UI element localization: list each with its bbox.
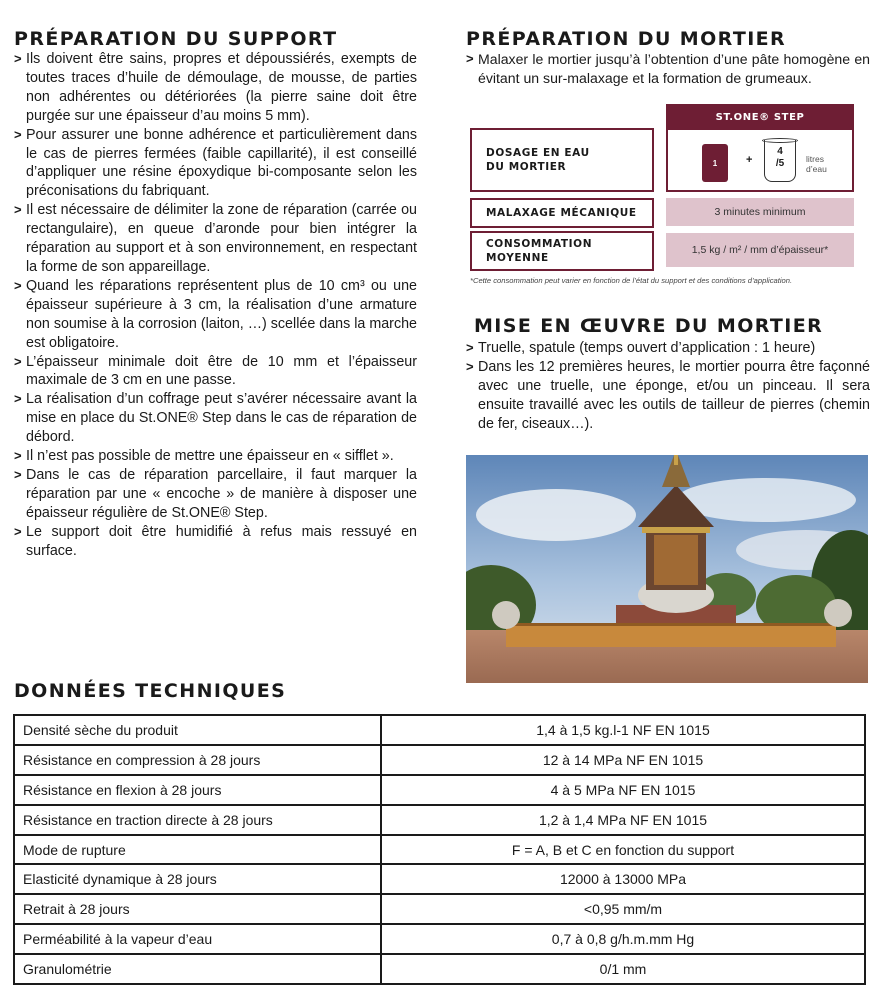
row-value: 0/1 mm <box>381 954 865 984</box>
list-item: > Dans les 12 premières heures, le mortier pourra être façonné avec une truelle, une éponge, et/ou un pinceau. Il sera ensuite travaillé avec les outils de tailleur de pierres (chemin de fer, ciseaux…). <box>466 358 870 434</box>
table-row <box>14 894 865 924</box>
mise-section <box>466 315 870 434</box>
list-item: > Quand les réparations représentent plus de 10 cm³ ou une épaisseur supérieure à 3 cm, la réalisation d’une armature non soumise à la corrosion (laiton, …) scellée dans la marche est obligatoire. <box>14 277 417 353</box>
technique-heading: DONNÉES TECHNIQUES <box>14 680 287 702</box>
monument-photo <box>466 455 868 683</box>
mortar-bag-icon: 1 <box>702 144 728 182</box>
row-label: Mode de rupture <box>14 835 381 865</box>
technique-table <box>13 714 866 985</box>
mortier-list <box>466 50 870 87</box>
row-value: 1,2 à 1,4 MPa NF EN 1015 <box>381 805 865 835</box>
list-item: > Truelle, spatule (temps ouvert d’application : 1 heure) <box>466 339 870 358</box>
row-value: 0,7 à 0,8 g/h.m.mm Hg <box>381 924 865 954</box>
list-item: > Il n’est pas possible de mettre une épaisseur en « sifflet ». <box>14 447 417 466</box>
list-item: > Le support doit être humidifié à refus mais ressuyé en surface. <box>14 523 417 561</box>
list-item: > Pour assurer une bonne adhérence et particulièrement dans le cas de pierres fermées (faible capillarité), il est conseillé d’appliquer une résine époxydique bi-composante selon les préconisations du fabriquant. <box>14 126 417 202</box>
consumption-label: CONSOMMATION MOYENNE <box>470 231 654 271</box>
row-value: F = A, B et C en fonction du support <box>381 835 865 865</box>
water-dosage-cell <box>666 130 854 192</box>
table-row <box>14 745 865 775</box>
mise-heading: MISE EN ŒUVRE DU MORTIER <box>474 315 824 337</box>
mortier-section <box>466 28 870 87</box>
water-dosage-label: DOSAGE EN EAU DU MORTIER <box>470 128 654 192</box>
plus-sign: + <box>746 154 753 166</box>
support-section <box>14 28 417 560</box>
consumption-footnote: *Cette consommation peut varier en fonction de l’état du support et des conditions d’application. <box>470 276 793 285</box>
mortier-heading: PRÉPARATION DU MORTIER <box>466 28 787 50</box>
row-value: 12000 à 13000 MPa <box>381 864 865 894</box>
row-label: Résistance en traction directe à 28 jours <box>14 805 381 835</box>
support-heading: PRÉPARATION DU SUPPORT <box>14 28 338 50</box>
product-header: ST.ONE® STEP <box>666 104 854 130</box>
row-value: 1,4 à 1,5 kg.l-1 NF EN 1015 <box>381 715 865 745</box>
row-value: 12 à 14 MPa NF EN 1015 <box>381 745 865 775</box>
row-label: Résistance en compression à 28 jours <box>14 745 381 775</box>
table-row <box>14 864 865 894</box>
litres-label: litres d’eau <box>806 154 827 174</box>
table-row <box>14 715 865 745</box>
consumption-value: 1,5 kg / m² / mm d’épaisseur* <box>666 233 854 267</box>
row-label: Perméabilité à la vapeur d’eau <box>14 924 381 954</box>
mixing-value: 3 minutes minimum <box>666 198 854 226</box>
monument-photo-icon <box>466 455 868 683</box>
row-label: Elasticité dynamique à 28 jours <box>14 864 381 894</box>
row-label: Retrait à 28 jours <box>14 894 381 924</box>
list-item: > Dans le cas de réparation parcellaire, il faut marquer la réparation par une « encoche » de manière à disposer une épaisseur régulière de St.ONE® Step. <box>14 466 417 523</box>
mixing-label: MALAXAGE MÉCANIQUE <box>470 198 654 228</box>
table-row <box>14 835 865 865</box>
list-item: > Ils doivent être sains, propres et dépoussiérés, exempts de toutes traces d’huile de démoulage, de mousse, de parties non adhérentes ou détériorées (la pierre saine doit être purgée sur une épaisseur d’au moins 5 mm). <box>14 50 417 126</box>
table-row <box>14 924 865 954</box>
list-item: > L’épaisseur minimale doit être de 10 mm et l’épaisseur maximale de 3 cm en une passe. <box>14 353 417 391</box>
list-item: > Il est nécessaire de délimiter la zone de réparation (carrée ou rectangulaire), en queue d’aronde pour bien intégrer la réparation au support et à son environnement, en respectant la forme de son appareillage. <box>14 201 417 277</box>
list-item: > Malaxer le mortier jusqu’à l’obtention d’une pâte homogène en évitant un sur-malaxage et la formation de grumeaux. <box>466 50 870 87</box>
mise-list <box>466 339 870 434</box>
row-label: Granulométrie <box>14 954 381 984</box>
table-row <box>14 805 865 835</box>
list-item: > La réalisation d’un coffrage peut s’avérer nécessaire avant la mise en place du St.ONE® Step dans le cas de réparation de débord. <box>14 390 417 447</box>
water-quantity: 4 /5 <box>775 146 785 169</box>
support-list <box>14 50 417 560</box>
row-value: 4 à 5 MPa NF EN 1015 <box>381 775 865 805</box>
row-label: Densité sèche du produit <box>14 715 381 745</box>
mortar-table <box>470 104 856 270</box>
table-row <box>14 775 865 805</box>
table-row <box>14 954 865 984</box>
row-label: Résistance en flexion à 28 jours <box>14 775 381 805</box>
row-value: <0,95 mm/m <box>381 894 865 924</box>
